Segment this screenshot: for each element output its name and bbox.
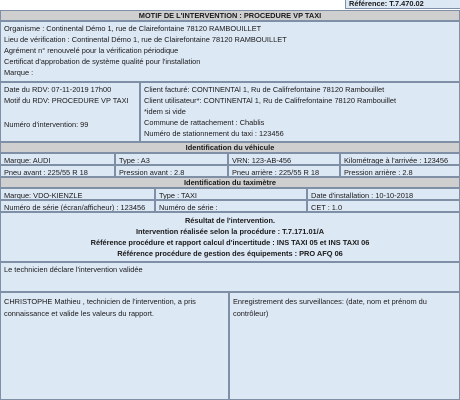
declaration-text: Le technicien déclare l'intervention validée: [4, 265, 143, 274]
reference-number: Référence: T.7.470.02: [345, 0, 460, 9]
certificat-line: Certificat d'approbation de système qualité pour l'installation: [4, 57, 201, 66]
surveillance-text: Enregistrement des surveillances: (date, nom et prénom du contrôleur): [233, 297, 427, 318]
client-utilisateur: Client utilisateur*: CONTINENTAl 1, Ru de Califrefontaine 78120 Rambouillet: [144, 96, 397, 105]
organisme-line: Organisme : Continental Démo 1, rue de Clairefontaine 78120 RAMBOUILLET: [4, 24, 262, 33]
taximeter-type: Type : TAXI: [155, 188, 307, 200]
rdv-block: [0, 82, 140, 142]
technician-block: [0, 292, 229, 400]
taximeter-serial-screen: Numéro de série (écran/afficheur) : 123456: [0, 200, 155, 212]
result-incertitude: Référence procédure et rapport calcul d'incertitude : INS TAXI 05 et INS TAXI 06: [90, 238, 370, 247]
organisation-block: [0, 21, 460, 82]
result-equipements: Référence procédure de gestion des équipements : PRO AFQ 06: [117, 249, 343, 258]
commune: Commune de rattachement : Chablis: [144, 118, 265, 127]
taximeter-marque: Marque: VDO-KIENZLE: [0, 188, 155, 200]
rdv-motif: Motif du RDV: PROCEDURE VP TAXI: [4, 96, 129, 105]
vehicle-marque: Marque: AUDI: [0, 153, 115, 165]
taximeter-header: Identification du taximètre: [0, 177, 460, 188]
report-title: MOTIF DE L'INTERVENTION : PROCEDURE VP TAXI: [0, 10, 460, 21]
intervention-number: Numéro d'intervention: 99: [4, 120, 89, 129]
pression-arriere: Pression arrière : 2.8: [340, 165, 460, 177]
technician-text: CHRISTOPHE Mathieu , technicien de l'intervention, a pris connaissance et valide les valeurs du rapport.: [4, 297, 196, 318]
pression-avant: Pression avant : 2.8: [115, 165, 228, 177]
marque-line: Marque :: [4, 68, 34, 77]
rdv-date: Date du RDV: 07-11-2019 17h00: [4, 85, 112, 94]
taximeter-serial: Numéro de série :: [155, 200, 307, 212]
agrement-line: Agrément n° renouvelé pour la vérification périodique: [4, 46, 179, 55]
client-facture: Client facturé: CONTINENTAl 1, Ru de Califrefontaine 78120 Rambouillet: [144, 85, 385, 94]
taximeter-install-date: Date d'installation : 10-10-2018: [307, 188, 460, 200]
lieu-line: Lieu de vérification : Continental Démo 1, rue de Clairefontaine 78120 RAMBOUILLET: [4, 35, 287, 44]
pneu-avant: Pneu avant : 225/55 R 18: [0, 165, 115, 177]
stationnement: Numéro de stationnement du taxi : 123456: [144, 129, 284, 138]
result-procedure: Intervention réalisée selon la procédure : T.7.171.01/A: [135, 227, 325, 236]
declaration-block: [0, 262, 460, 292]
vehicle-km: Kilométrage à l'arrivée : 123456: [340, 153, 460, 165]
taximeter-cet: CET : 1.0: [307, 200, 460, 212]
result-title: Résultat de l'intervention.: [184, 216, 276, 225]
vehicle-type: Type : A3: [115, 153, 228, 165]
idem-note: *idem si vide: [144, 107, 186, 116]
pneu-arriere: Pneu arrière : 225/55 R 18: [228, 165, 340, 177]
vehicle-header: Identification du véhicule: [0, 142, 460, 153]
result-block: [0, 212, 460, 262]
surveillance-block: [229, 292, 460, 400]
vehicle-vrn: VRN: 123-AB-456: [228, 153, 340, 165]
client-block: [140, 82, 460, 142]
